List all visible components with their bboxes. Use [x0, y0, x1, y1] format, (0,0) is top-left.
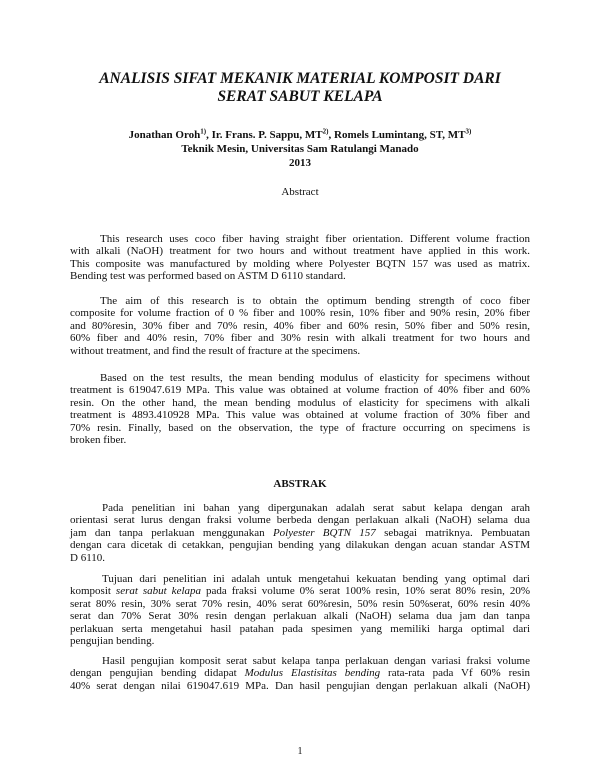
page-number: 1	[297, 746, 303, 757]
text-line: orientasi serat lurus dengan fraksi volume berbeda dengan perlakuan alkali (NaOH) selama dua	[70, 514, 530, 527]
text-line: serat dan 70% Serat 30% resin dengan perlakuan alkali (NaOH) selama dua jam dan tanpa	[70, 610, 530, 623]
text-line: Based on the test results, the mean bending modulus of elasticity for specimens without	[100, 372, 530, 384]
italic-term: Polyester BQTN 157	[272, 526, 376, 539]
text-line: 40% serat dengan nilai 619047.619 MPa. Dan hasil pengujian dengan perlakuan alkali (NaOH)	[70, 679, 530, 692]
italic-term: Modulus Elastisitas bending	[244, 667, 381, 680]
text-line: Pada penelitian ini bahan yang dipergunakan adalah serat sabut kelapa dengan arah	[102, 502, 530, 514]
author-3-mark: 3)	[465, 127, 472, 136]
text-line: and 80%resin, 30% fiber and 70% resin, 40% fiber and 60% resin, 50% fiber and 50% resin,	[70, 319, 530, 332]
text-line: This research uses coco fiber having straight fiber orientation. Different volume fraction	[100, 233, 530, 245]
text-segment: dengan pengujian bending didapat	[70, 667, 245, 680]
text-line: broken fiber.	[70, 434, 127, 447]
text-line	[70, 527, 530, 539]
text-segment: sebagai matriknya. Pembuatan	[375, 526, 530, 539]
text-segment: rata-rata pada Vf 60% resin	[380, 667, 531, 680]
italic-term: serat sabut kelapa	[115, 585, 202, 598]
text-line: serat 80% resin, 30% serat 70% resin, 40% serat 60%resin, 50% resin 50%serat, 60% resin 40%	[70, 597, 530, 610]
text-line: pengujian bending.	[70, 635, 155, 648]
author-2-mark: 2)	[322, 127, 329, 136]
paper-title	[60, 70, 540, 106]
text-line: The aim of this research is to obtain the optimum bending strength of coco fiber	[100, 295, 530, 307]
text-line	[70, 667, 530, 679]
text-line: resin. On the other hand, the mean bending modulus of elasticity for specimens with alkali	[70, 396, 530, 409]
abstract-paragraph-3	[70, 372, 530, 446]
text-line: composite for volume fraction of 0 % fiber and 100% resin, 10% fiber and 90% resin, 20% fiber	[70, 307, 530, 320]
text-line: This composite was manufactured by molding where Polyester BQTN 157 was used as matrix.	[70, 257, 530, 270]
text-line: without treatment, and find the result of fracture at the specimens.	[70, 344, 361, 357]
text-line: 70% resin. Finally, based on the observation, the type of fracture occurring on specimens is	[70, 421, 530, 434]
title-line-1: ANALISIS SIFAT MEKANIK MATERIAL KOMPOSIT DARI	[99, 70, 501, 87]
text-line: treatment is 4893.410928 MPa. This value was obtained at volume fraction of 30% fiber and	[70, 409, 530, 422]
text-line: with alkali (NaOH) treatment for two hours and without treatment have applied in this work.	[70, 245, 530, 258]
text-segment: komposit	[70, 585, 116, 598]
author-block	[40, 128, 560, 170]
text-line: perlakuan serta mengetahui hasil patahan pada spesimen yang memiliki harga optimal dari	[70, 622, 530, 635]
abstract-heading: Abstract	[281, 186, 319, 198]
text-line: Tujuan dari penelitian ini adalah untuk mengetahui kekuatan bending yang optimal dari	[102, 573, 530, 585]
text-line: Bending test was performed based on ASTM D 6110 standard.	[70, 270, 346, 283]
author-names	[40, 128, 560, 142]
abstrak-heading: ABSTRAK	[273, 478, 327, 490]
affiliation: Teknik Mesin, Universitas Sam Ratulangi Manado	[181, 143, 419, 155]
text-line: 60% fiber and 40% resin, 70% fiber and 30% resin with alkali treatment for two hours and	[70, 332, 530, 345]
author-2: , Ir. Frans. P. Sappu, MT	[206, 129, 323, 141]
text-segment: pada fraksi volume 0% serat 100% resin, 10% serat 80% resin, 20%	[201, 585, 530, 598]
abstract-paragraph-1	[70, 233, 530, 283]
text-segment: jam dan tanpa perlakuan menggunakan	[70, 526, 273, 539]
text-line	[70, 585, 530, 597]
abstrak-paragraph-2	[70, 573, 530, 647]
author-1: Jonathan Oroh	[128, 129, 201, 141]
author-3: , Romels Lumintang, ST, MT	[328, 129, 466, 141]
text-line: D 6110.	[70, 551, 106, 564]
abstrak-paragraph-3	[70, 655, 530, 692]
abstract-paragraph-2	[70, 295, 530, 357]
abstrak-paragraph-1	[70, 502, 530, 564]
publication-year: 2013	[289, 157, 311, 169]
text-line: Hasil pengujian komposit serat sabut kelapa tanpa perlakuan dengan variasi fraksi volume	[102, 655, 530, 667]
title-line-2: SERAT SABUT KELAPA	[217, 88, 383, 105]
text-line: treatment is 619047.619 MPa. This value was obtained at volume fraction of 40% fiber and 60%	[70, 384, 530, 397]
author-1-mark: 1)	[200, 127, 207, 136]
text-line: dengan cara dicetak di cetakkan, pengujian bending yang dilakukan dengan acuan standar ASTM	[70, 539, 530, 552]
